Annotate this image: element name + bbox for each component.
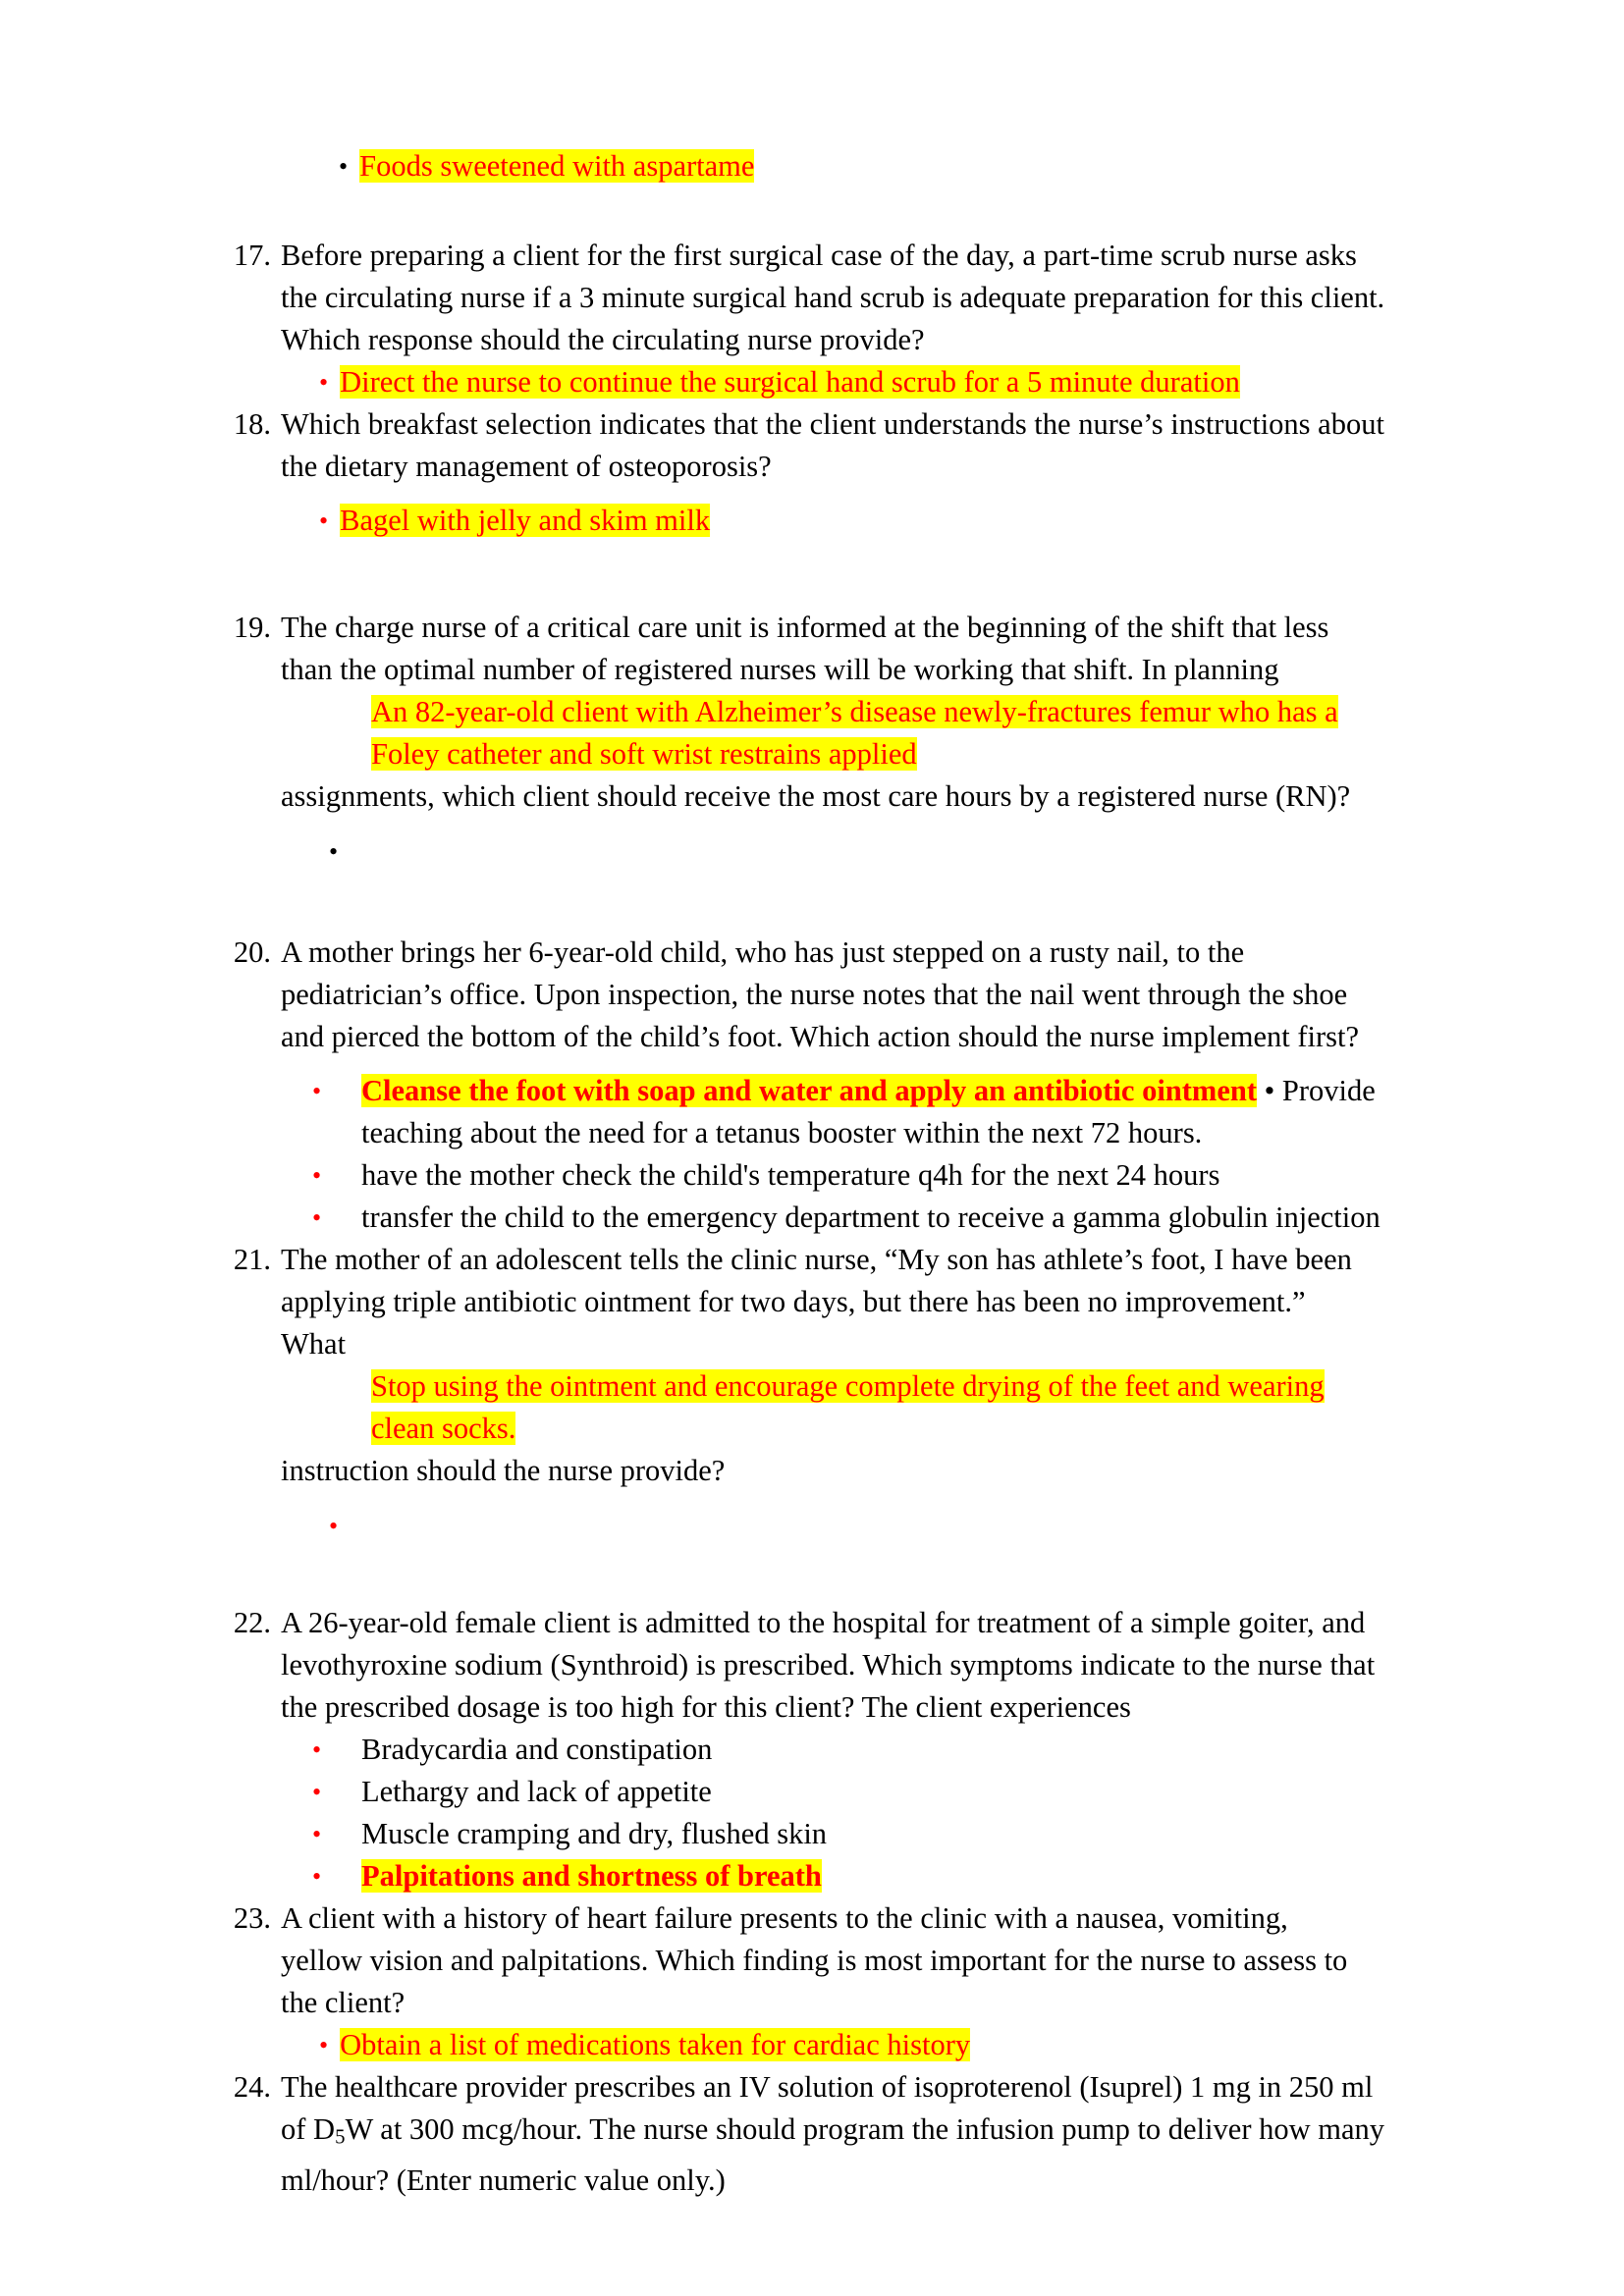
question-stem-continued: [0, 775, 1624, 818]
bullet-icon: •: [329, 837, 339, 866]
question-stem: [281, 1897, 1624, 2024]
stem-line: Which response should the circulating nurse provide?: [281, 323, 925, 356]
answer-text: Muscle cramping and dry, flushed skin: [361, 1817, 828, 1850]
answer-option: [0, 1771, 1624, 1813]
question-item-22: [0, 1602, 1624, 1729]
answer-text: transfer the child to the emergency department to receive a gamma globulin injection: [361, 1201, 1380, 1234]
stem-line: pediatrician’s office. Upon inspection, the nurse notes that the nail went through the shoe: [281, 978, 1348, 1011]
question-number: 24.: [233, 2070, 271, 2104]
answer-text: Cleanse the foot with soap and water and apply an antibiotic ointment: [361, 1074, 1257, 1107]
bullet-icon: •: [312, 1161, 322, 1190]
question-item-17: [0, 235, 1624, 361]
bullet-icon: •: [319, 368, 329, 397]
question-stem: [281, 2066, 1624, 2202]
trailing-text: Provide: [1281, 1074, 1376, 1107]
inserted-answer-block: [0, 1365, 1624, 1450]
stem-line: the client?: [281, 1986, 406, 2019]
question-stem: [281, 607, 1624, 691]
answer-option: [0, 500, 1624, 542]
bullet-icon: •: [312, 1778, 322, 1806]
stem-line: The mother of an adolescent tells the clinic nurse, “My son has athlete’s foot, I have been: [281, 1243, 1352, 1276]
spacer: [0, 1492, 1624, 1504]
spacer: [0, 542, 1624, 607]
bullet-icon: •: [329, 1512, 339, 1540]
question-stem: [281, 235, 1624, 361]
question-number: 19.: [233, 611, 271, 644]
stem-line: yellow vision and palpitations. Which finding is most important for the nurse to assess to: [281, 1944, 1348, 1977]
empty-answer-bullet: [0, 829, 1624, 873]
answer-text: Lethargy and lack of appetite: [361, 1775, 712, 1808]
question-stem: [281, 403, 1624, 488]
answer-option: [0, 145, 1624, 187]
stem-line: Before preparing a client for the first surgical case of the day, a part-time scrub nurse asks: [281, 239, 1357, 272]
answer-text: have the mother check the child's temperature q4h for the next 24 hours: [361, 1158, 1220, 1192]
question-item-23: [0, 1897, 1624, 2024]
stem-line: the circulating nurse if a 3 minute surgical hand scrub is adequate preparation for this client.: [281, 281, 1385, 314]
question-number: 22.: [233, 1606, 271, 1639]
question-stem-continued: [0, 1450, 1624, 1492]
answer-option: [0, 1197, 1624, 1239]
answer-text: Direct the nurse to continue the surgical hand scrub for a 5 minute duration: [340, 365, 1240, 399]
answer-text: Foods sweetened with aspartame: [359, 149, 755, 183]
inserted-answer-line: Foley catheter and soft wrist restrains applied: [371, 737, 917, 771]
stem-line: A 26-year-old female client is admitted to the hospital for treatment of a simple goiter, and: [281, 1606, 1366, 1639]
stem-line: levothyroxine sodium (Synthroid) is prescribed. Which symptoms indicate to the nurse that: [281, 1648, 1376, 1682]
question-item-24: [0, 2066, 1624, 2202]
bullet-icon: •: [312, 1203, 322, 1232]
answer-option: [0, 1154, 1624, 1197]
answer-text: Bagel with jelly and skim milk: [340, 504, 711, 537]
question-item-21: [0, 1239, 1624, 1365]
answer-text-group: [361, 1070, 1624, 1154]
spacer: [0, 818, 1624, 829]
empty-answer-bullet: [0, 1504, 1624, 1547]
answer-option: [0, 1729, 1624, 1771]
stem-line: A client with a history of heart failure presents to the clinic with a nausea, vomiting,: [281, 1901, 1288, 1935]
inserted-answer-line: An 82-year-old client with Alzheimer’s disease newly-fractures femur who has a: [371, 695, 1338, 728]
question-stem: [281, 1602, 1624, 1729]
stem-line: ml/hour? (Enter numeric value only.): [281, 2163, 726, 2197]
question-item-19: [0, 607, 1624, 691]
spacer: [0, 1058, 1624, 1070]
question-number: 21.: [233, 1243, 271, 1276]
spacer: [0, 873, 1624, 932]
spacer: [0, 1547, 1624, 1602]
stem-line: instruction should the nurse provide?: [281, 1454, 726, 1487]
answer-option: [0, 1813, 1624, 1855]
question-item-18: [0, 403, 1624, 488]
question-stem: [281, 932, 1624, 1058]
bullet-icon: •: [312, 1077, 322, 1105]
stem-line: Which breakfast selection indicates that the client understands the nurse’s instructions about: [281, 407, 1384, 441]
stem-line: The healthcare provider prescribes an IV solution of isoproterenol (Isuprel) 1 mg in 250 ml: [281, 2070, 1374, 2104]
question-number: 17.: [233, 239, 271, 272]
question-number: 23.: [233, 1901, 271, 1935]
bullet-icon: •: [312, 1820, 322, 1848]
stem-line: The charge nurse of a critical care unit is informed at the beginning of the shift that less: [281, 611, 1329, 644]
stem-line: assignments, which client should receive the most care hours by a registered nurse (RN)?: [281, 779, 1351, 813]
question-stem: [281, 1239, 1624, 1365]
inserted-answer-block: [0, 691, 1624, 775]
answer-option: [0, 361, 1624, 403]
answer-option: [0, 1855, 1624, 1897]
question-item-20: [0, 932, 1624, 1058]
stem-line: the prescribed dosage is too high for this client? The client experiences: [281, 1690, 1131, 1724]
inserted-answer-line: clean socks.: [371, 1412, 516, 1445]
answer-text: Obtain a list of medications taken for cardiac history: [340, 2028, 971, 2061]
question-number: 20.: [233, 935, 271, 969]
bullet-icon: •: [319, 2031, 329, 2059]
answer-option: [0, 1070, 1624, 1154]
spacer: [0, 488, 1624, 500]
bullet-icon: •: [312, 1862, 322, 1891]
trailing-bullet-icon: •: [1264, 1074, 1275, 1107]
answer-option: [0, 2024, 1624, 2066]
bullet-icon: •: [319, 507, 329, 535]
answer-continuation: teaching about the need for a tetanus booster within the next 72 hours.: [361, 1116, 1203, 1149]
spacer: [0, 187, 1624, 235]
inserted-answer-line: Stop using the ointment and encourage complete drying of the feet and wearing: [371, 1369, 1325, 1403]
stem-line: and pierced the bottom of the child’s foot. Which action should the nurse implement first?: [281, 1020, 1360, 1053]
answer-text: Bradycardia and constipation: [361, 1733, 713, 1766]
bullet-icon: •: [339, 152, 349, 181]
stem-line: applying triple antibiotic ointment for two days, but there has been no improvement.”: [281, 1285, 1306, 1318]
stem-line: the dietary management of osteoporosis?: [281, 450, 772, 483]
stem-line: than the optimal number of registered nurses will be working that shift. In planning: [281, 653, 1279, 686]
stem-line-sub: of $D_5W$ at 300 mcg/hour. The nurse should program the infusion pump to deliver how many: [281, 2112, 1385, 2149]
question-number: 18.: [233, 407, 271, 441]
stem-line: A mother brings her 6-year-old child, who has just stepped on a rusty nail, to the: [281, 935, 1245, 969]
answer-text: Palpitations and shortness of breath: [361, 1859, 822, 1893]
stem-line: What: [281, 1327, 347, 1361]
bullet-icon: •: [312, 1735, 322, 1764]
